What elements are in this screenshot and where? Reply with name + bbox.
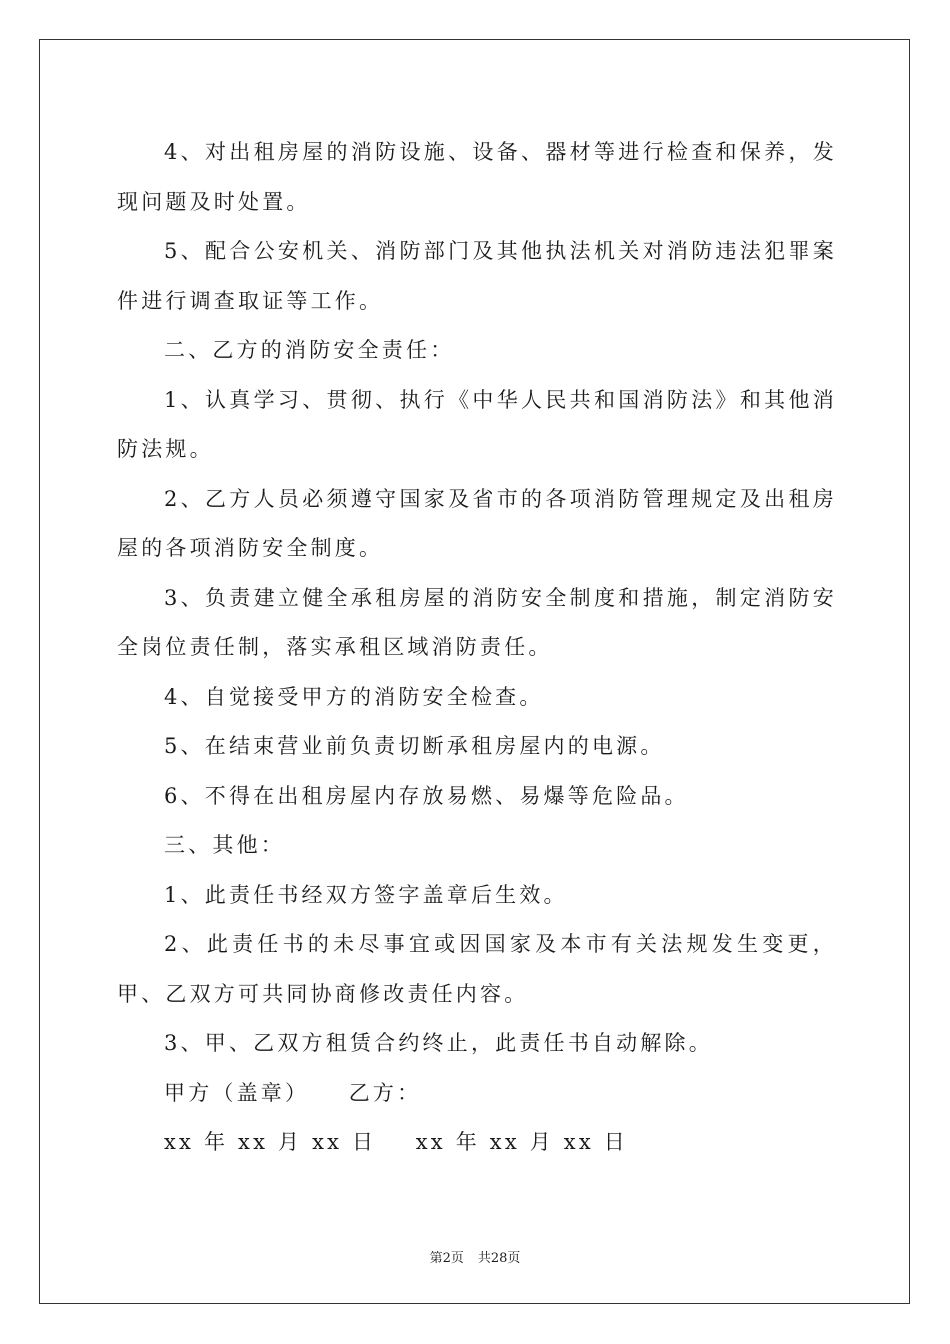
paragraph: 4、自觉接受甲方的消防安全检查。 xyxy=(164,684,544,709)
paragraph: 1、认真学习、贯彻、执行《中华人民共和国消防法》和其他消防法规。 xyxy=(117,387,837,461)
page-total: 共28页 xyxy=(477,1251,521,1266)
document-body xyxy=(117,128,837,1168)
page-footer xyxy=(0,1247,950,1266)
section-heading: 三、其他： xyxy=(164,833,285,857)
page-number: 第2页 xyxy=(429,1251,464,1266)
paragraph: 3、负责建立健全承租房屋的消防安全制度和措施，制定消防安全岗位责任制，落实承租区域消防责任。 xyxy=(117,585,837,659)
section-heading: 二、乙方的消防安全责任： xyxy=(164,338,455,362)
paragraph: 5、配合公安机关、消防部门及其他执法机关对消防违法犯罪案件进行调查取证等工作。 xyxy=(117,239,837,313)
paragraph: 4、对出租房屋的消防设施、设备、器材等进行检查和保养，发现问题及时处置。 xyxy=(117,140,837,214)
signature-parties: 甲方（盖章） 乙方： xyxy=(164,1080,422,1105)
paragraph: 6、不得在出租房屋内存放易燃、易爆等危险品。 xyxy=(164,783,689,808)
signature-dates: xx 年 xx 月 xx 日 xx 年 xx 月 xx 日 xyxy=(164,1130,628,1154)
paragraph: 2、此责任书的未尽事宜或因国家及本市有关法规发生变更，甲、乙双方可共同协商修改责任内容。 xyxy=(117,932,837,1006)
paragraph: 5、在结束营业前负责切断承租房屋内的电源。 xyxy=(164,734,665,758)
paragraph: 3、甲、乙双方租赁合约终止，此责任书自动解除。 xyxy=(164,1031,713,1055)
paragraph: 1、此责任书经双方签字盖章后生效。 xyxy=(164,882,568,907)
paragraph: 2、乙方人员必须遵守国家及省市的各项消防管理规定及出租房屋的各项消防安全制度。 xyxy=(117,486,837,560)
